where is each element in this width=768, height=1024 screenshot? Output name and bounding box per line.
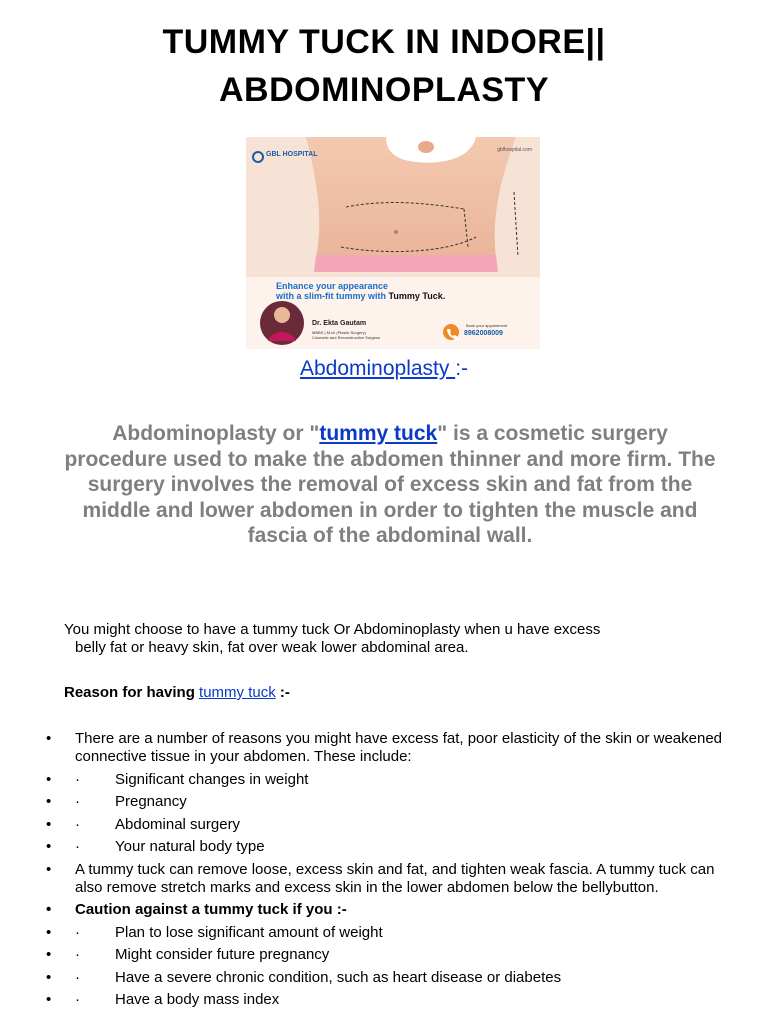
list-item xyxy=(46,946,726,964)
list-item-text: Might consider future pregnancy xyxy=(115,946,330,963)
list-item xyxy=(46,861,726,897)
intro-paragraph xyxy=(60,421,720,549)
list-item xyxy=(46,838,726,856)
poster-tagline-2: with a slim-fit tummy with xyxy=(276,291,387,301)
appointment-label: Book your appointment xyxy=(466,323,508,328)
list-item-text: Have a body mass index xyxy=(115,991,280,1008)
phone-number: 8962008009 xyxy=(464,330,503,337)
poster-image xyxy=(246,137,540,349)
hospital-logo: GBL HOSPITAL xyxy=(266,151,318,158)
intro-text-before: Abdominoplasty or " xyxy=(112,422,320,445)
intro-text-after: " is a cosmetic surgery procedure used to make the abdomen thinner and more firm. The surgery involves the removal of excess skin and fat from the middle and lower abdomen in order to tighten the muscle and fascia of the abdominal wall. xyxy=(64,422,716,547)
title-line-2: ABDOMINOPLASTY xyxy=(219,71,549,109)
poster-tagline xyxy=(276,281,516,301)
reason-heading xyxy=(64,684,290,702)
middot-icon: · xyxy=(75,838,80,855)
bullet-icon: • xyxy=(46,991,52,1008)
bullet-icon: • xyxy=(46,815,52,833)
list-item xyxy=(46,901,726,919)
list-item xyxy=(46,771,726,789)
list-item xyxy=(46,730,726,766)
list-item-text: Have a severe chronic condition, such as heart disease or diabetes xyxy=(115,968,562,986)
bullet-icon: • xyxy=(46,901,52,918)
title-line-1: TUMMY TUCK IN INDORE|| xyxy=(162,23,606,61)
poster-illustration xyxy=(246,137,540,349)
reason-tummy-tuck-link[interactable]: tummy tuck xyxy=(199,684,276,701)
list-item xyxy=(46,969,726,987)
bullet-icon: • xyxy=(46,838,52,855)
doctor-degree: MBBS | M.ch (Plastic Surgery) xyxy=(312,330,366,335)
reason-text-after: :- xyxy=(275,684,290,701)
reason-text-before: Reason for having xyxy=(64,684,200,701)
section-heading xyxy=(0,355,768,383)
list-item-text: Abdominal surgery xyxy=(115,815,241,833)
poster-website: gblhospital.com xyxy=(497,147,532,153)
bullet-icon: • xyxy=(46,946,52,963)
doctor-credentials xyxy=(312,330,402,340)
list-item xyxy=(46,816,726,834)
list-item-text: There are a number of reasons you might have excess fat, poor elasticity of the skin or weakened connective tissue in your abdomen. These include: xyxy=(75,730,723,765)
doctor-role: Cosmetic and Reconstructive Surgeon xyxy=(312,335,381,340)
list-item-text: Significant changes in weight xyxy=(115,770,309,788)
bullet-icon: • xyxy=(46,860,52,878)
reasons-list xyxy=(46,730,726,1014)
page-title xyxy=(0,18,768,114)
poster-tagline-bold: Tummy Tuck. xyxy=(388,291,446,301)
middot-icon: · xyxy=(75,991,80,1008)
middot-icon: · xyxy=(75,946,80,963)
middot-icon: · xyxy=(75,770,80,788)
poster-tagline-1: Enhance your appearance xyxy=(276,281,389,291)
list-item-text: Plan to lose significant amount of weight xyxy=(115,923,383,941)
list-item-text: Caution against a tummy tuck if you :- xyxy=(75,901,347,918)
middot-icon: · xyxy=(75,793,80,810)
body-paragraph xyxy=(64,621,724,657)
body-line-1: You might choose to have a tummy tuck Or Abdominoplasty when u have excess xyxy=(64,621,601,638)
doctor-name: Dr. Ekta Gautam xyxy=(312,320,367,327)
bullet-icon: • xyxy=(46,923,52,941)
bullet-icon: • xyxy=(46,793,52,810)
list-item xyxy=(46,793,726,811)
list-item xyxy=(46,924,726,942)
bullet-icon: • xyxy=(46,730,52,747)
list-item-text: Pregnancy xyxy=(115,793,187,810)
tummy-tuck-link[interactable]: tummy tuck xyxy=(319,422,438,445)
list-item xyxy=(46,991,726,1009)
bullet-icon: • xyxy=(46,770,52,788)
middot-icon: · xyxy=(75,923,80,941)
middot-icon: · xyxy=(75,968,80,986)
list-item-text: Your natural body type xyxy=(115,838,265,855)
body-line-2: belly fat or heavy skin, fat over weak lower abdominal area. xyxy=(75,639,469,656)
bullet-icon: • xyxy=(46,968,52,986)
middot-icon: · xyxy=(75,815,80,833)
list-item-text: A tummy tuck can remove loose, excess skin and fat, and tighten weak fascia. A tummy tuck can also remove stretch marks and excess skin in the lower abdomen below the bellybutton. xyxy=(75,860,715,896)
section-heading-suffix: :- xyxy=(455,357,469,380)
abdominoplasty-link[interactable]: Abdominoplasty xyxy=(299,357,456,380)
